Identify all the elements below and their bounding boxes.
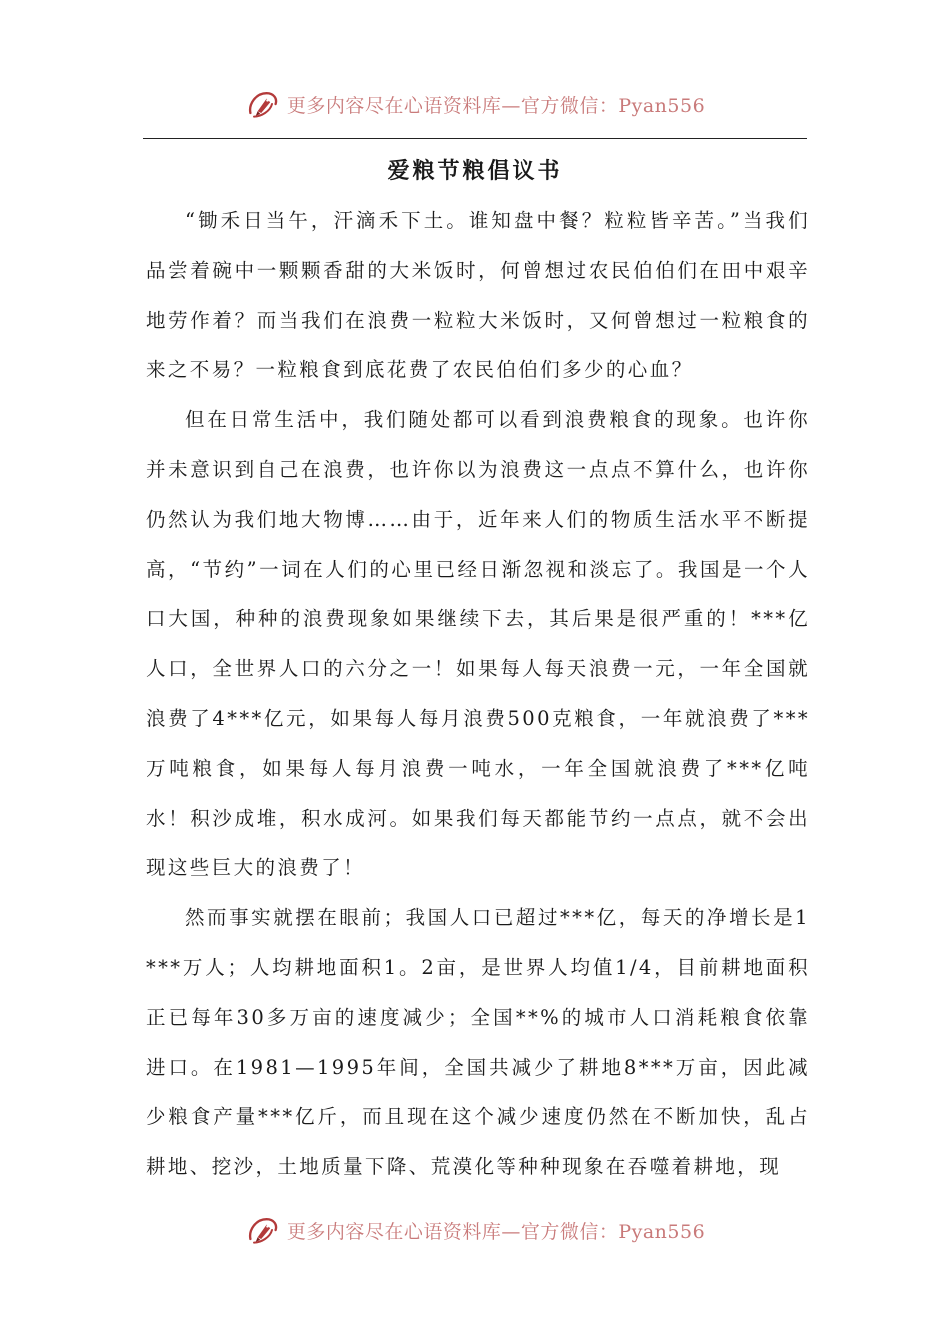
header-divider [143, 138, 807, 139]
pen-nib-swirl-icon [245, 86, 281, 122]
watermark-text-footer: 更多内容尽在心语资料库—官方微信：Pyan556 [286, 1220, 706, 1243]
page-footer [0, 1208, 950, 1252]
watermark-banner-footer [245, 1212, 705, 1248]
paragraph-3: 然而事实就摆在眼前；我国人口已超过***亿，每天的净增长是1***万人；人均耕地面积1。2亩，是世界人均值1/4，目前耕地面积正已每年30多万亩的速度减少；全国**%的城市人口消耗粮食依靠进口。在1981—1995年间，全国共减少了耕地8***万亩，因此减少粮食产量***亿斤，而且现在这个减少速度仍然在不断加快，乱占耕地、挖沙，土地质量下降、荒漠化等种种现象在吞噬着耕地，现 [146, 906, 810, 1179]
paragraph-1: “锄禾日当午，汗滴禾下土。谁知盘中餐？粒粒皆辛苦。”当我们品尝着碗中一颗颗香甜的大米饭时，何曾想过农民伯伯们在田中艰辛地劳作着？而当我们在浪费一粒粒大米饭时，又何曾想过一粒粮食的来之不易？一粒粮食到底花费了农民伯伯们多少的心血？ [146, 209, 810, 382]
watermark-banner [245, 86, 705, 122]
watermark-text: 更多内容尽在心语资料库—官方微信：Pyan556 [286, 94, 706, 117]
paragraph-2: 但在日常生活中，我们随处都可以看到浪费粮食的现象。也许你并未意识到自己在浪费，也许你以为浪费这一点点不算什么，也许你仍然认为我们地大物博……由于，近年来人们的物质生活水平不断提高，“节约”一词在人们的心里已经日渐忽视和淡忘了。我国是一个人口大国，种种的浪费现象如果继续下去，其后果是很严重的！***亿人口，全世界人口的六分之一！如果每人每天浪费一元，一年全国就浪费了4***亿元，如果每人每月浪费500克粮食，一年就浪费了***万吨粮食，如果每人每月浪费一吨水，一年全国就浪费了***亿吨水！积沙成堆，积水成河。如果我们每天都能节约一点点，就不会出现这些巨大的浪费了！ [146, 408, 810, 880]
document-body [146, 196, 810, 1192]
pen-nib-swirl-icon [245, 1212, 281, 1248]
page-header [0, 82, 950, 126]
document-title: 爱粮节粮倡议书 [387, 159, 563, 184]
